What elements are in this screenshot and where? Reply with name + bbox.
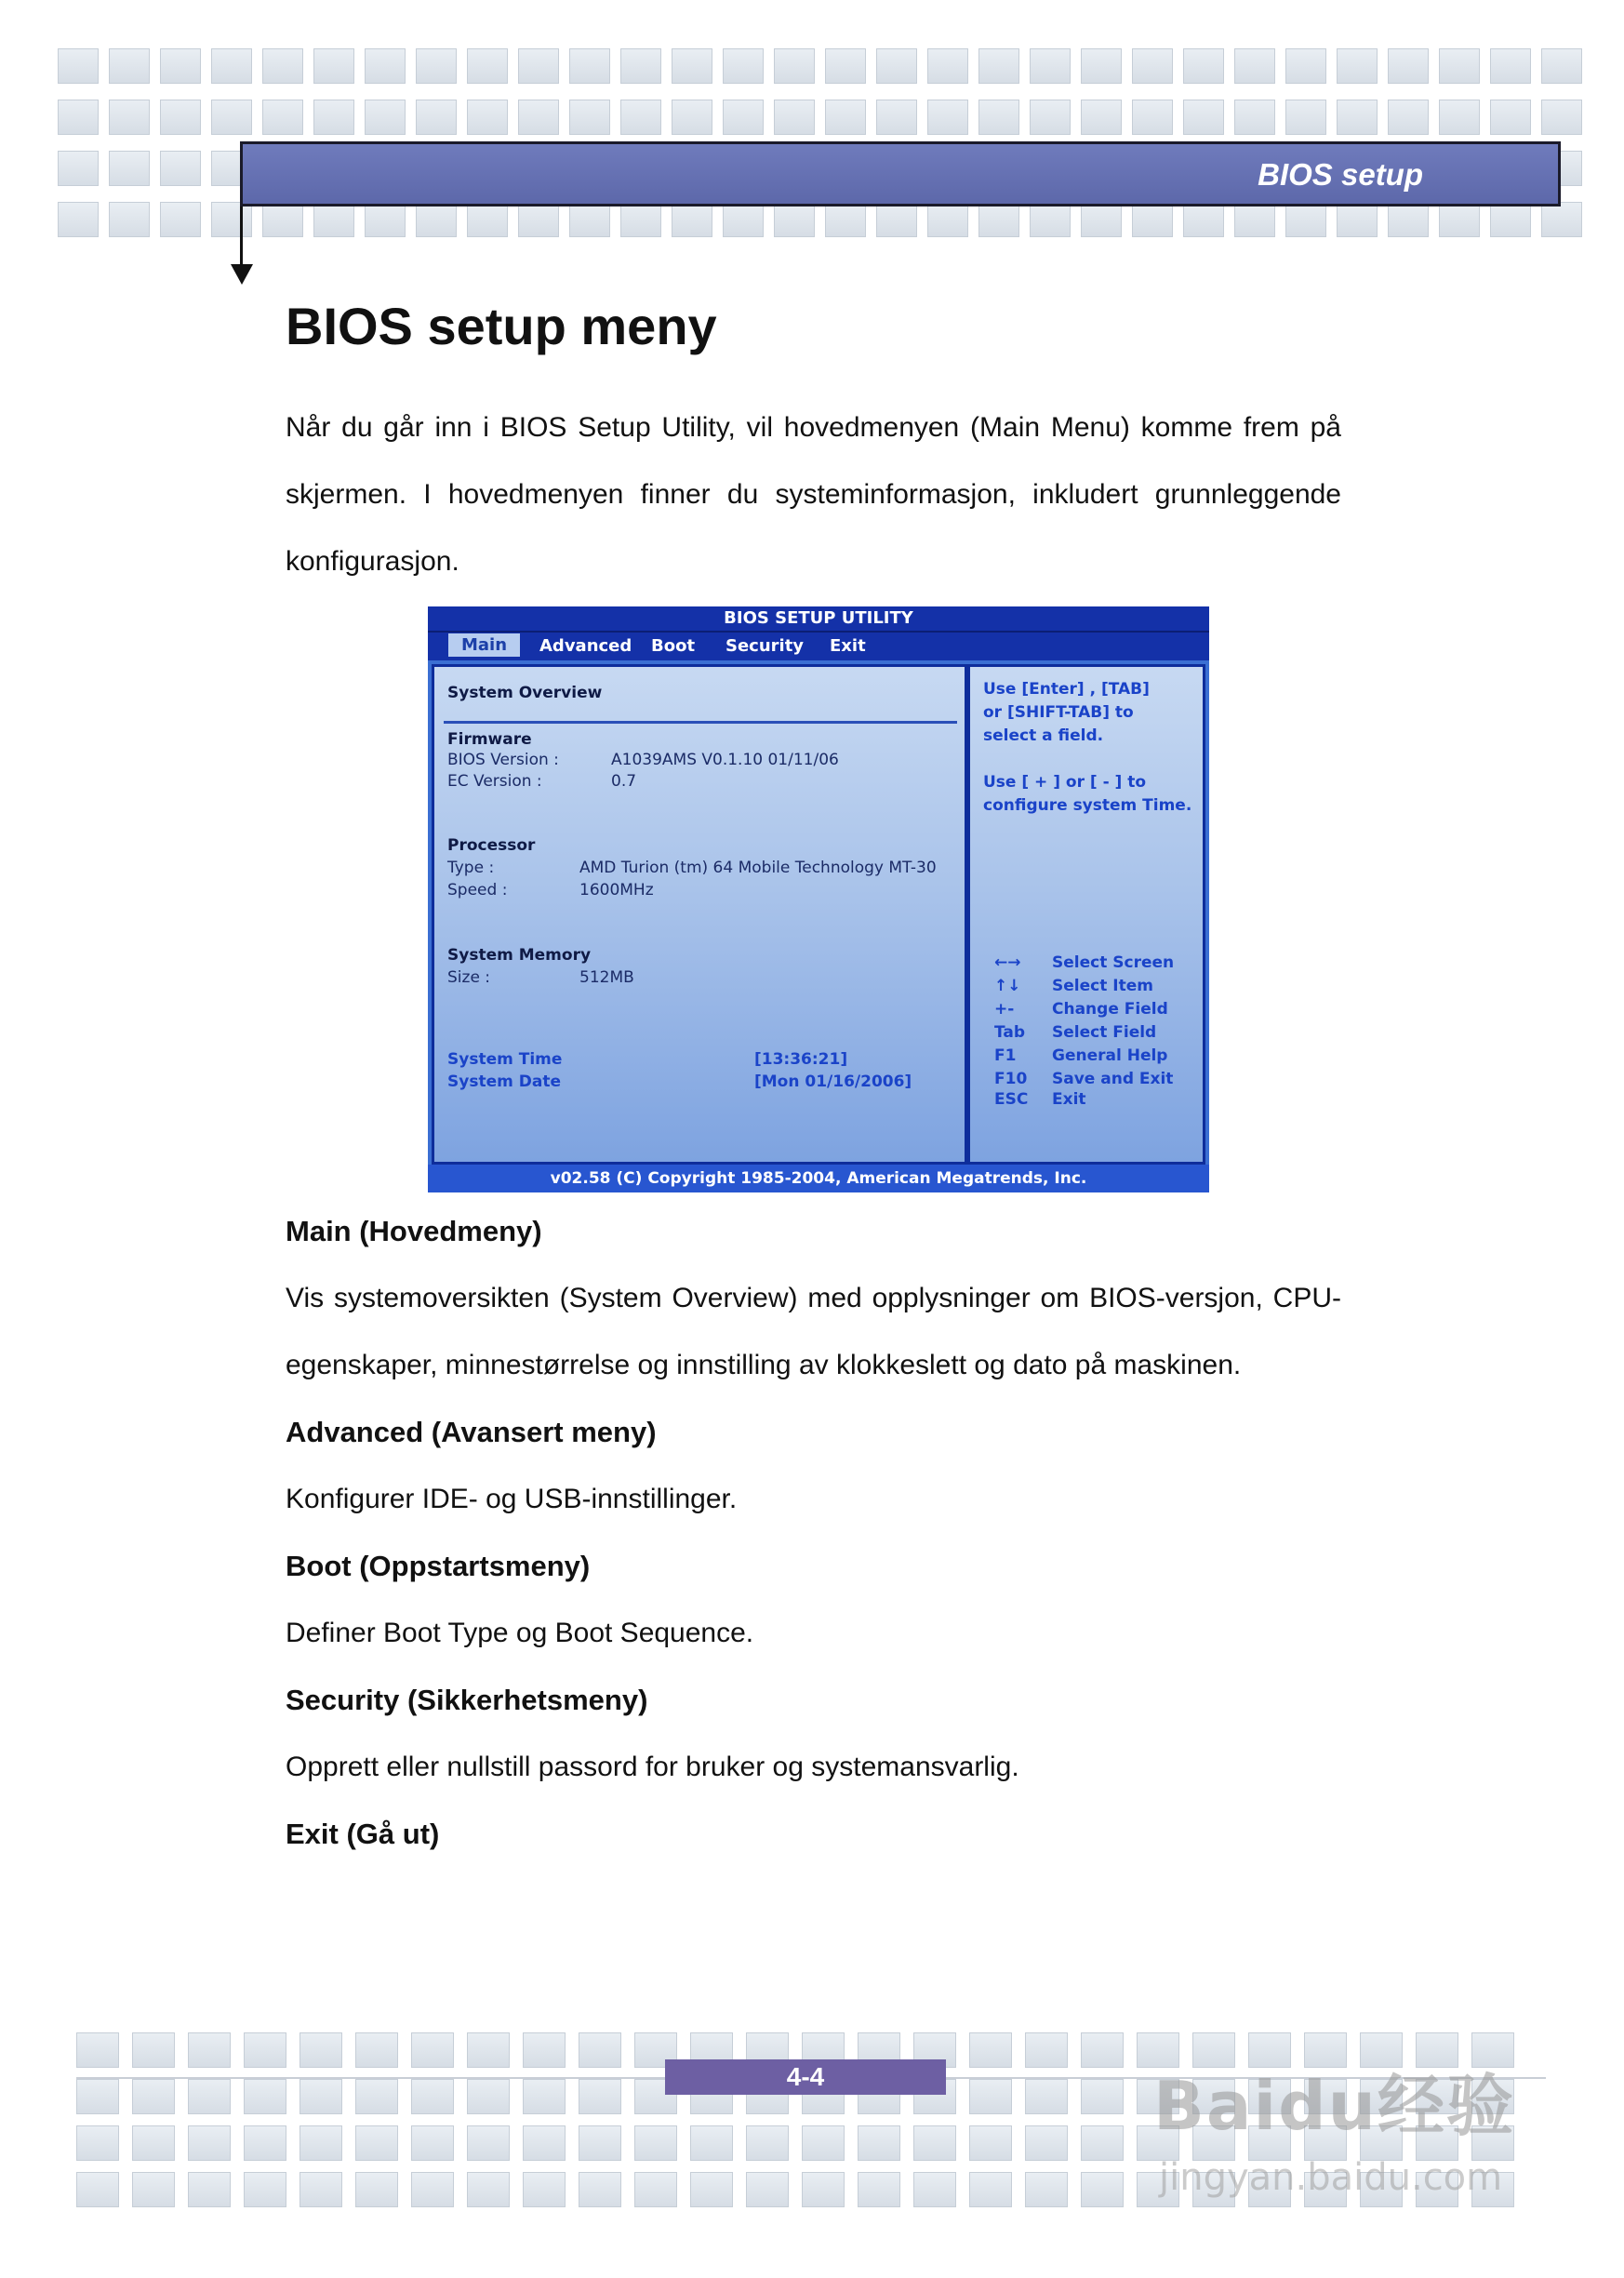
- bios-title: BIOS SETUP UTILITY: [428, 606, 1209, 631]
- watermark-url: jingyan.baidu.com: [1159, 2156, 1503, 2199]
- section-heading-boot: Boot (Oppstartsmeny): [286, 1550, 591, 1582]
- system-memory-heading: System Memory: [447, 946, 592, 965]
- section-text-boot: Definer Boot Type og Boot Sequence.: [286, 1618, 754, 1648]
- header-arrow-line: [240, 206, 243, 266]
- section-heading-main: Main (Hovedmeny): [286, 1215, 542, 1247]
- bios-tab-advanced[interactable]: Advanced: [539, 636, 632, 656]
- ec-version-label: EC Version :: [447, 772, 542, 791]
- header-bar: [240, 141, 1561, 206]
- bios-tab-security[interactable]: Security: [725, 636, 805, 656]
- key-desc: Select Field: [1052, 1023, 1157, 1042]
- intro-paragraph: Når du går inn i BIOS Setup Utility, vil hovedmenyen (Main Menu) komme frem på skjermen. I hovedmenyen finner du systeminformasjon, inkludert grunnleggende konfigurasjon.: [286, 412, 1341, 577]
- section-heading-advanced: Advanced (Avansert meny): [286, 1416, 657, 1448]
- bios-tab-main[interactable]: Main: [448, 633, 520, 657]
- key-tab: Tab: [994, 1023, 1026, 1042]
- bios-menubar: [428, 631, 1209, 660]
- system-time-label[interactable]: System Time: [447, 1050, 563, 1069]
- type-value: AMD Turion (tm) 64 Mobile Technology MT-30: [579, 859, 937, 877]
- key-desc: Select Item: [1052, 977, 1153, 995]
- section-text-advanced: Konfigurer IDE- og USB-innstillinger.: [286, 1484, 738, 1514]
- key-esc: ESC: [994, 1090, 1029, 1109]
- speed-value: 1600MHz: [579, 881, 654, 899]
- header-label: BIOS setup: [1258, 157, 1423, 192]
- bios-version-value: A1039AMS V0.1.10 01/11/06: [611, 751, 839, 769]
- bios-tab-boot[interactable]: Boot: [651, 636, 696, 656]
- page-number: 4-4: [665, 2059, 946, 2095]
- system-time-value[interactable]: [13:36:21]: [754, 1050, 848, 1069]
- section-text-main: Vis systemoversikten (System Overview) med opplysninger om BIOS-versjon, CPU-egenskaper, minnestørrelse og innstilling av klokkeslett og dato på maskinen.: [286, 1283, 1341, 1380]
- help-line: Use [ + ] or [ - ] to: [983, 773, 1147, 792]
- processor-heading: Processor: [447, 836, 536, 855]
- section-heading-security: Security (Sikkerhetsmeny): [286, 1684, 648, 1716]
- sections: [286, 1198, 1341, 1868]
- key-f10: F10: [994, 1070, 1028, 1088]
- key-arrows-ud-icon: ↑↓: [994, 977, 1021, 995]
- bios-version-label: BIOS Version :: [447, 751, 559, 769]
- system-date-label[interactable]: System Date: [447, 1072, 561, 1091]
- system-overview-heading: System Overview: [447, 684, 603, 702]
- system-date-value[interactable]: [Mon 01/16/2006]: [754, 1072, 912, 1091]
- key-desc: General Help: [1052, 1046, 1168, 1065]
- key-desc: Select Screen: [1052, 953, 1175, 972]
- divider: [444, 721, 957, 724]
- help-line: select a field.: [983, 726, 1104, 745]
- bios-footer: v02.58 (C) Copyright 1985-2004, American Megatrends, Inc.: [428, 1165, 1209, 1192]
- speed-label: Speed :: [447, 881, 508, 899]
- help-line: or [SHIFT-TAB] to: [983, 703, 1134, 722]
- section-heading-exit: Exit (Gå ut): [286, 1818, 440, 1850]
- size-label: Size :: [447, 968, 491, 987]
- key-f1: F1: [994, 1046, 1017, 1065]
- key-plusminus: +-: [994, 1000, 1015, 1019]
- arrow-down-icon: [231, 264, 253, 285]
- ec-version-value: 0.7: [611, 772, 637, 791]
- section-text-security: Opprett eller nullstill passord for bruker og systemansvarlig.: [286, 1752, 1019, 1782]
- page-title: BIOS setup meny: [286, 297, 717, 355]
- bios-main-panel: [432, 664, 967, 1165]
- key-arrows-lr-icon: ←→: [994, 953, 1021, 972]
- type-label: Type :: [447, 859, 495, 877]
- key-desc: Save and Exit: [1052, 1070, 1174, 1088]
- intro-block: [286, 394, 1341, 595]
- key-desc: Change Field: [1052, 1000, 1168, 1019]
- firmware-heading: Firmware: [447, 730, 532, 749]
- bios-help-panel: [967, 664, 1205, 1165]
- help-line: configure system Time.: [983, 796, 1192, 815]
- key-desc: Exit: [1052, 1090, 1086, 1109]
- bios-screenshot: [428, 606, 1209, 1192]
- bios-tab-exit[interactable]: Exit: [830, 636, 866, 656]
- help-line: Use [Enter] , [TAB]: [983, 680, 1150, 699]
- watermark-logo: Baidu经验: [1153, 2067, 1515, 2145]
- size-value: 512MB: [579, 968, 634, 987]
